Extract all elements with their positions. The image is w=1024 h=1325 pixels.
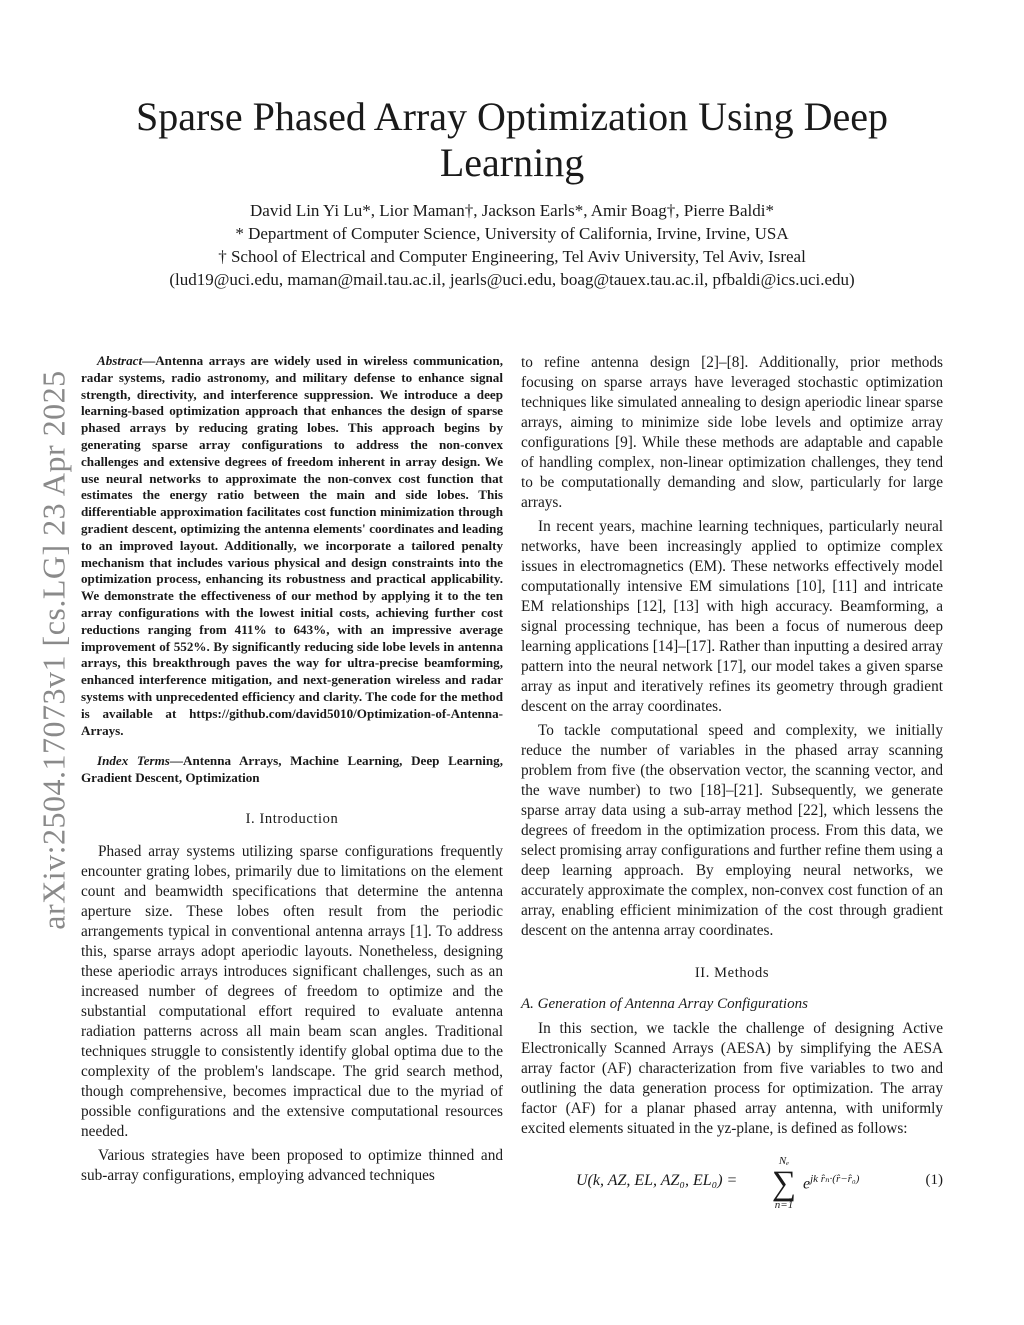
section-heading-methods: II. Methods (694, 965, 770, 981)
sum-lower-limit: n=1 (774, 1199, 794, 1211)
methods-paragraph-1: In this section, we tackle the challenge of designing Active Electronically Scanned Arrays (AESA) by simplifying the AESA array factor (AF) characterization from five variables to two and outlining the data generation process for optimization. The array factor (AF) for a planar phased array antenna, with uniformly excited elements situated in the yz-plane, is defined as follows: (521, 1020, 943, 1137)
arxiv-stamp: arXiv:2504.17073v1 [cs.LG] 23 Apr 2025 (35, 370, 72, 930)
intro-paragraph-2-cont: to refine antenna design [2]–[8]. Additionally, prior methods focusing on sparse arrays have leveraged stochastic optimization techniques like simulated annealing to design aperiodic linear sparse arrays, aiming to minimize side lobe levels and optimize array configurations [9]. While these methods are adaptable and capable of handling complex, non-linear optimization challenges, they tend to be computationally demanding and slow, particularly for large arrays. (521, 354, 943, 511)
author-block (100, 199, 924, 291)
equation-number: (1) (925, 1172, 943, 1188)
exp-base: e (803, 1175, 811, 1193)
left-column (81, 353, 503, 1190)
abstract (81, 353, 503, 739)
intro-paragraph-3: In recent years, machine learning techniques, particularly neural networks, have been increasingly applied to optimize complex issues in electromagnetics (EM). These networks effectively model computationally intensive EM simulations [10], [11] and intricate EM relationships [12], [13] with high accuracy. Beamforming, a signal processing technique, has been a focus of numerous deep learning applications [14]–[17]. Rather than inputting a desired array pattern into the neural network [17], our model takes a given sparse array as input and iteratively refines its geometry through gradient descent on the array coordinates. (521, 518, 943, 715)
index-terms-label: Index Terms (97, 753, 170, 769)
right-column (521, 353, 943, 1225)
paper-title: Sparse Phased Array Optimization Using Deep Learning (135, 94, 889, 185)
exp-power: jk r̂ₙ·(r̂−r̂₀) (810, 1173, 860, 1185)
affiliation-tau: † School of Electrical and Computer Engineering, Tel Aviv University, Tel Aviv, Isreal (218, 247, 806, 266)
sigma-icon: ∑ (771, 1165, 797, 1202)
section-heading-introduction: I. Introduction (245, 810, 339, 827)
equation-term (803, 1172, 859, 1193)
author-emails: (lud19@uci.edu, maman@mail.tau.ac.il, jearls@uci.edu, boag@tauex.tau.ac.il, pfbaldi@ics.uci.edu) (169, 270, 855, 289)
subsection-heading-generation: A. Generation of Antenna Array Configurations (521, 996, 808, 1012)
intro-paragraph-1: Phased array systems utilizing sparse configurations frequently encounter grating lobes, primarily due to limitations on the element count and beamwidth specifications that determine the antenna aperture size. These lobes often result from the periodic arrangements typical in conventional antenna arrays [1]. To address this, sparse arrays adopt aperiodic layouts. Nonetheless, designing these aperiodic arrays introduces significant challenges, such as an increased number of degrees of freedom to optimize and the substantial computational effort required to evaluate antenna radiation patterns across all main beam scan angles. Traditional techniques struggle to consistently identify global optima due to the complexity of the problem's landscape. The grid search method, though comprehensive, becomes impractical due to the myriad of possible configurations and the extensive computational resources needed. (81, 842, 503, 1140)
intro-paragraph-2-start: Various strategies have been proposed to optimize thinned and sub-array configurations, employing advanced techniques (81, 1146, 503, 1184)
affiliation-uci: * Department of Computer Science, University of California, Irvine, Irvine, USA (235, 224, 789, 243)
index-terms-text: —Antenna Arrays, Machine Learning, Deep Learning, Gradient Descent, Optimization (81, 753, 504, 786)
abstract-label: Abstract (97, 353, 143, 368)
sum-upper-limit: Nₑ (778, 1155, 790, 1167)
author-names: David Lin Yi Lu*, Lior Maman†, Jackson Earls*, Amir Boag†, Pierre Baldi* (250, 201, 774, 220)
equation-lhs: U(k, AZ, EL, AZ₀, EL₀) = (576, 1172, 738, 1189)
summation-symbol (769, 1155, 799, 1211)
equation-1 (521, 1155, 943, 1225)
index-terms (81, 753, 503, 787)
intro-paragraph-4: To tackle computational speed and complexity, we initially reduce the number of variables in the phased array scanning problem from five (the observation vector, the scanning vector, and the wave number) to two [18]–[21]. Subsequently, we generate sparse array data using a sub-array method [22], which lessens the degrees of freedom in the optimization process. From this data, we select promising array configurations and further refine them using a deep learning approach. By employing neural networks, we accurately approximate the complex, non-convex cost function of an array, enabling efficient minimization of the cost through gradient descent on the antenna array coordinates. (521, 722, 943, 939)
abstract-text: —Antenna arrays are widely used in wireless communication, radar systems, radio astronomy, and military defense to enhance signal strength, directivity, and interference suppression. We introduce a deep learning-based optimization approach that enhances the design of sparse phased arrays by reducing grating lobes. This approach begins by generating sparse array configurations to address the non-convex challenges and extensive degrees of freedom inherent in array design. We use neural networks to approximate the non-convex cost function that estimates the energy ratio between the main and side lobes. This differentiable approximation facilitates cost function minimization through gradient descent, optimizing the antenna elements' coordinates and leading to an improved layout. Additionally, we incorporate a tailored penalty mechanism that includes various physical and design constraints into the optimization process, enhancing its robustness and practical applicability. We demonstrate the effectiveness of our method by applying it to the ten array configurations with the lowest initial costs, achieving further cost reductions ranging from 411% to 643%, with an impressive average improvement of 552%. By significantly reducing side lobe levels in antenna arrays, this breakthrough paves the way for ultra-precise beamforming, enhanced interference mitigation, and next-generation wireless and radar systems with unprecedented efficiency and clarity. The code for the method is available at https://github.com/david5010/Optimization-of-Antenna-Arrays. (81, 353, 503, 738)
